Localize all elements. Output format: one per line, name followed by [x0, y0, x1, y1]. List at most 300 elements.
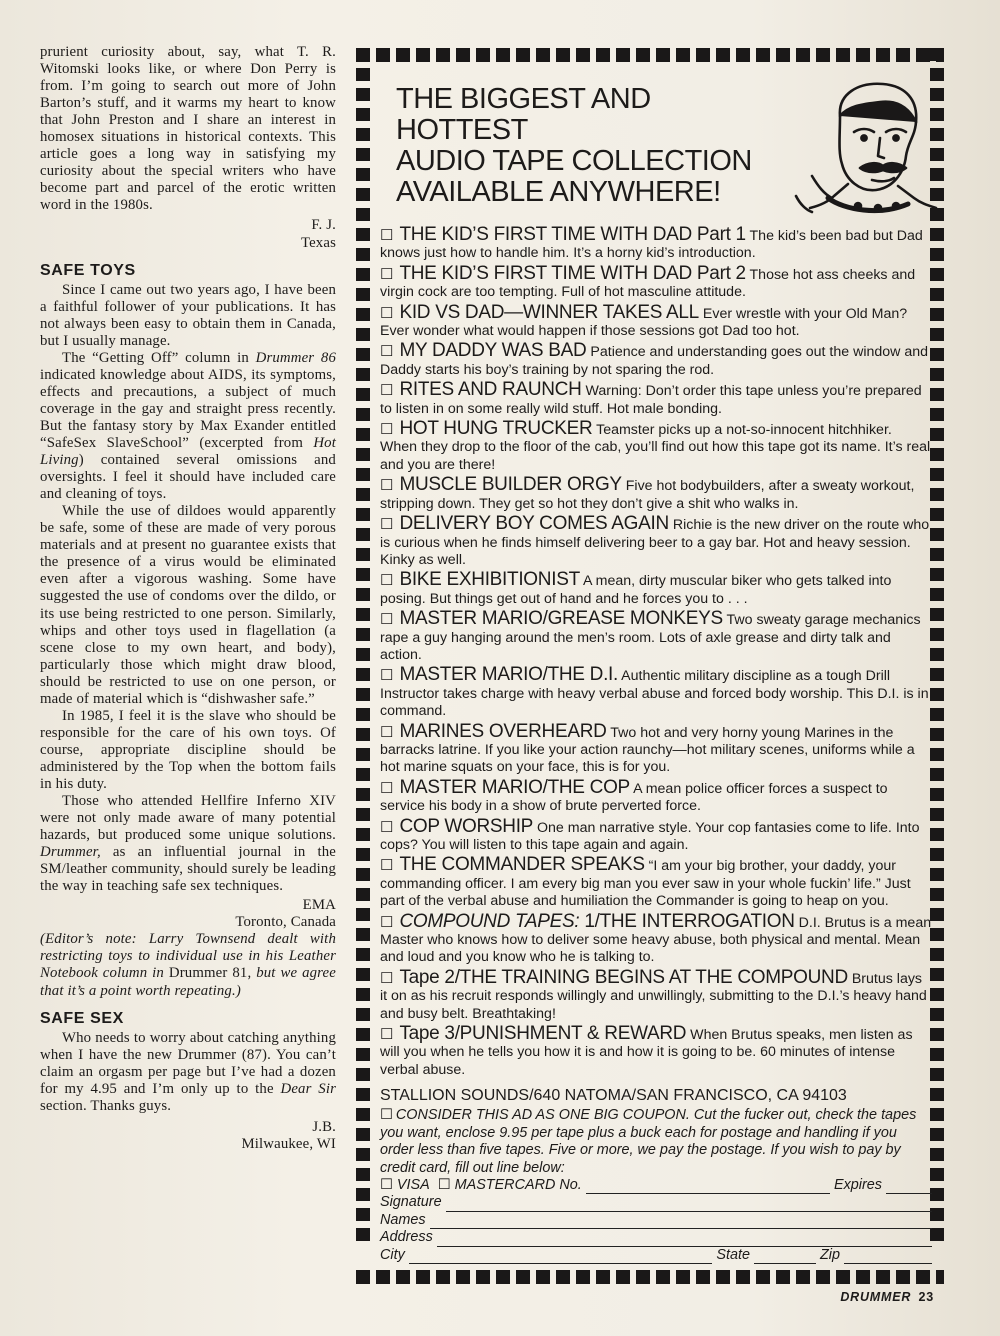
border-dash — [356, 208, 370, 221]
border-dash — [356, 908, 370, 921]
border-dash — [836, 48, 850, 62]
border-dash — [356, 548, 370, 561]
border-dash — [596, 48, 610, 62]
border-dash — [376, 48, 390, 62]
border-dash — [896, 1270, 910, 1284]
safe-toys-paragraph-2: The “Getting Off” column in Drummer 86 indicated knowledge about AIDS, its symptoms, effects and precautions, a subject of much coverage in the gay and straight press recently. But the fantasy story by Max Exander entitled “SafeSex SlaveSchool” (excerpted from Hot Living) contained several omissions and oversights. I feel it should have included care and cleaning of toys. — [40, 349, 336, 503]
border-dash — [696, 1270, 710, 1284]
tape-item — [380, 856, 932, 910]
border-dash — [356, 268, 370, 281]
border-dash — [356, 128, 370, 141]
border-dash — [356, 348, 370, 361]
mastercard-label: MASTERCARD No. — [454, 1176, 582, 1193]
tape-description: Patience and understanding goes out the window and Daddy starts his boy’s training by not sparing the rod. — [380, 344, 929, 378]
visa-checkbox[interactable]: ☐ — [380, 1176, 393, 1193]
border-dash — [930, 388, 944, 401]
border-dash — [356, 88, 370, 101]
border-dash — [916, 1270, 930, 1284]
safe-toys-paragraph-1: Since I came out two years ago, I have been a faithful follower of your publications. It has not always been easy to obtain them in Canada, but I usually manage. — [40, 281, 336, 349]
border-dash — [930, 1168, 944, 1181]
border-dash — [930, 308, 944, 321]
heading-safe-sex: SAFE SEX — [40, 1009, 124, 1027]
border-dash — [356, 448, 370, 461]
tape-description: Authentic military discipline as a tough Drill Instructor takes charge with heavy verbal abuse and forced body worship. This D.I. is in command. — [380, 668, 929, 720]
border-dash — [356, 948, 370, 961]
border-dash — [496, 48, 510, 62]
tape-description: Five hot bodybuilders, after a sweaty workout, stripping down. They get so hot they don’t give a shit who walks in. — [380, 478, 915, 512]
letter-ema-location: Toronto, Canada — [235, 914, 336, 931]
border-dash — [776, 1270, 790, 1284]
border-dash — [930, 348, 944, 361]
border-dash — [356, 1108, 370, 1121]
tape-checkbox[interactable]: ☐ — [380, 969, 394, 987]
visa-label: VISA — [396, 1176, 430, 1193]
border-dash — [816, 1270, 830, 1284]
letter-fj-body: prurient curiosity about, say, what T. R. Witomski looks like, or where Don Perry is from. I’m going to search out more of John Barton’s stuff, and it warms my heart to know that John Preston and I share an interest in homosex situations in historical contexts. This article goes a long way in satisfying my curiosity about the special writers who have become part and parcel of the erotic written word in the 1980s. — [40, 44, 336, 214]
tape-item — [380, 420, 932, 474]
border-dash — [356, 928, 370, 941]
tape-item — [380, 571, 932, 608]
tape-description: Two hot and very horny young Marines in the barracks latrine. If you like your action raunchy—hot military scenes, uniforms while a hot marine squats on your face, this is for you. — [380, 724, 915, 776]
tape-description: Brutus lays it on as his recruit responds willingly and unwillingly, submitting to the D.I.’s heavy hand and busy belt. Breathtaking! — [380, 970, 927, 1022]
tape-checkbox[interactable]: ☐ — [380, 265, 394, 283]
border-dash — [930, 468, 944, 481]
border-dash — [930, 1108, 944, 1121]
tape-description: When Brutus speaks, men listen as will you when he tells you how it is and how it is going to be. 60 minutes of intense verbal abuse. — [380, 1027, 913, 1078]
mailing-address: STALLION SOUNDS/640 NATOMA/SAN FRANCISCO, CA 94103 — [380, 1087, 847, 1105]
border-dash — [356, 168, 370, 181]
tape-checkbox[interactable]: ☐ — [380, 818, 394, 836]
border-dash — [356, 308, 370, 321]
border-dash — [536, 1270, 550, 1284]
border-dash — [356, 708, 370, 721]
border-dash — [376, 1270, 390, 1284]
border-dash — [356, 1128, 370, 1141]
ad-border-right — [930, 48, 944, 1284]
ad-content — [380, 72, 932, 1264]
border-dash — [930, 728, 944, 741]
border-dash — [930, 708, 944, 721]
tape-title: THE COMMANDER SPEAKS — [399, 854, 645, 876]
border-dash — [536, 48, 550, 62]
tape-title: MY DADDY WAS BAD — [399, 340, 587, 362]
border-dash — [616, 48, 630, 62]
card-number-field[interactable] — [586, 1183, 830, 1194]
border-dash — [356, 808, 370, 821]
border-dash — [816, 48, 830, 62]
border-dash — [356, 428, 370, 441]
coupon-checkbox[interactable]: ☐ — [380, 1107, 393, 1124]
border-dash — [930, 748, 944, 761]
tape-title: RITES AND RAUNCH — [399, 379, 582, 401]
border-dash — [930, 1068, 944, 1081]
border-dash — [656, 1270, 670, 1284]
border-dash — [930, 788, 944, 801]
border-dash — [356, 1088, 370, 1101]
tape-title: MASTER MARIO/THE COP — [399, 776, 630, 798]
border-dash — [656, 48, 670, 62]
tape-title: THE KID’S FIRST TIME WITH DAD Part 2 — [399, 262, 746, 284]
tape-item — [380, 226, 932, 263]
letter-fj-location: Texas — [300, 234, 336, 251]
address-label: Address — [380, 1229, 433, 1246]
tape-item — [380, 476, 932, 513]
border-dash — [930, 1188, 944, 1201]
border-dash — [930, 868, 944, 881]
border-dash — [356, 188, 370, 201]
tape-title: MUSCLE BUILDER ORGY — [399, 474, 622, 496]
border-dash — [856, 1270, 870, 1284]
tape-checkbox[interactable]: ☐ — [380, 1026, 394, 1044]
tape-item — [380, 666, 932, 720]
border-dash — [356, 988, 370, 1001]
border-dash — [596, 1270, 610, 1284]
tape-title: COP WORSHIP — [399, 815, 534, 837]
safe-sex-paragraph: Who needs to worry about catching anything when I have the new Drummer (87). You can’t claim an orgasm per page but I’ve had a dozen for my 4.95 and I’m only up to the Dear Sir section. Thanks guys. — [40, 1029, 337, 1114]
border-dash — [356, 868, 370, 881]
border-dash — [636, 1270, 650, 1284]
tape-checkbox[interactable]: ☐ — [380, 477, 394, 495]
border-dash — [756, 1270, 770, 1284]
border-dash — [716, 1270, 730, 1284]
border-dash — [896, 48, 910, 62]
border-dash — [676, 1270, 690, 1284]
tape-checkbox[interactable]: ☐ — [380, 723, 394, 741]
border-dash — [356, 1068, 370, 1081]
names-field[interactable] — [430, 1218, 932, 1229]
tape-item — [380, 381, 932, 418]
tape-description: Warning: Don’t order this tape unless you’re prepared to listen in on some really wild stuff. Hot male bonding. — [380, 383, 922, 417]
border-dash — [356, 1148, 370, 1161]
tape-item — [380, 301, 932, 341]
border-dash — [356, 488, 370, 501]
tape-checkbox[interactable]: ☐ — [380, 857, 394, 875]
border-dash — [876, 48, 890, 62]
border-dash — [356, 568, 370, 581]
letter-jb-signature: J.B. — [312, 1118, 336, 1135]
tape-description: One man narrative style. Your cop fantasies come to life. Into cops? You will listen to this tape again and again. — [380, 819, 920, 853]
headline-line-2: AUDIO TAPE COLLECTION — [396, 145, 752, 177]
border-dash — [356, 648, 370, 661]
tape-title: MARINES OVERHEARD — [399, 720, 607, 742]
border-dash — [396, 48, 410, 62]
tape-checkbox[interactable]: ☐ — [380, 227, 394, 244]
border-dash — [356, 828, 370, 841]
border-dash — [456, 1270, 470, 1284]
border-dash — [356, 1008, 370, 1021]
border-dash — [930, 608, 944, 621]
border-dash — [930, 1088, 944, 1101]
border-dash — [736, 1270, 750, 1284]
border-dash — [356, 1168, 370, 1181]
border-dash — [930, 928, 944, 941]
border-dash — [356, 68, 370, 81]
border-dash — [356, 108, 370, 121]
border-dash — [916, 48, 930, 62]
border-dash — [456, 48, 470, 62]
state-label: State — [716, 1246, 750, 1263]
border-dash — [930, 268, 944, 281]
border-dash — [356, 688, 370, 701]
letters-column — [40, 44, 336, 1153]
ad-headline — [396, 84, 776, 208]
tape-item — [380, 815, 932, 855]
border-dash — [356, 628, 370, 641]
border-dash — [930, 528, 944, 541]
headline-line-3: AVAILABLE ANYWHERE! — [396, 176, 721, 208]
tape-item — [380, 342, 932, 379]
border-dash — [356, 668, 370, 681]
tape-item — [380, 262, 932, 302]
border-dash — [436, 48, 450, 62]
border-dash — [356, 788, 370, 801]
tape-title: KID VS DAD—WINNER TAKES ALL — [399, 301, 699, 323]
border-dash — [836, 1270, 850, 1284]
border-dash — [416, 1270, 430, 1284]
border-dash — [930, 1148, 944, 1161]
tape-title: DELIVERY BOY COMES AGAIN — [399, 513, 669, 535]
border-dash — [930, 448, 944, 461]
city-field[interactable] — [409, 1253, 713, 1264]
card-line — [380, 1177, 932, 1194]
border-dash — [930, 668, 944, 681]
tape-checkbox[interactable]: ☐ — [380, 611, 394, 629]
tape-description: “I am your big brother, your daddy, your commanding officer. I am every big man you ever saw in your whole fuckin’ life.” Just part of the verbal abuse and humiliation the Commander is going to heap on you. — [380, 858, 911, 910]
tape-list — [380, 226, 932, 1079]
border-dash — [930, 428, 944, 441]
border-dash — [356, 728, 370, 741]
tape-checkbox[interactable]: ☐ — [380, 304, 394, 322]
border-dash — [696, 48, 710, 62]
tape-checkbox[interactable]: ☐ — [380, 516, 394, 534]
border-dash — [930, 288, 944, 301]
border-dash — [516, 1270, 530, 1284]
border-dash — [930, 828, 944, 841]
border-dash — [356, 1228, 370, 1241]
address-line — [380, 1229, 932, 1246]
border-dash — [930, 328, 944, 341]
border-dash — [930, 228, 944, 241]
border-dash — [356, 468, 370, 481]
tape-item — [380, 610, 932, 664]
border-dash — [930, 908, 944, 921]
city-label: City — [380, 1246, 405, 1263]
border-dash — [930, 768, 944, 781]
border-dash — [930, 408, 944, 421]
border-dash — [930, 568, 944, 581]
audio-tape-advertisement — [356, 48, 944, 1284]
border-dash — [796, 1270, 810, 1284]
editors-note: (Editor’s note: Larry Townsend dealt with restricting toys to individual use in his Leather Notebook column in Drummer 81, but we agree that it’s a point worth repeating.) — [40, 931, 336, 999]
border-dash — [930, 1008, 944, 1021]
tape-checkbox[interactable]: ☐ — [380, 913, 394, 931]
tape-item — [380, 776, 932, 816]
tape-checkbox[interactable]: ☐ — [380, 667, 394, 685]
border-dash — [356, 508, 370, 521]
border-dash — [930, 888, 944, 901]
border-dash — [396, 1270, 410, 1284]
border-dash — [576, 1270, 590, 1284]
tape-title-prefix: COMPOUND TAPES: — [399, 910, 580, 932]
address-field[interactable] — [437, 1236, 932, 1247]
border-dash — [356, 768, 370, 781]
border-dash — [516, 48, 530, 62]
border-dash — [930, 848, 944, 861]
border-dash — [776, 48, 790, 62]
mastercard-checkbox[interactable]: ☐ — [437, 1176, 451, 1193]
border-dash — [930, 968, 944, 981]
border-dash — [930, 248, 944, 261]
tape-checkbox[interactable]: ☐ — [380, 343, 394, 361]
tape-title: BIKE EXHIBITIONIST — [399, 569, 580, 591]
border-dash — [930, 628, 944, 641]
border-dash — [616, 1270, 630, 1284]
mustached-man-portrait-icon — [788, 76, 938, 216]
letter-ema-signature: EMA — [302, 897, 336, 914]
ad-border-bottom — [356, 1270, 944, 1284]
border-dash — [356, 968, 370, 981]
letter-jb-location: Milwaukee, WI — [241, 1135, 336, 1152]
border-dash — [556, 1270, 570, 1284]
tape-item — [380, 1025, 932, 1079]
safe-toys-paragraph-5: Those who attended Hellfire Inferno XIV were not only made aware of many potential hazards, but produced some unique solutions. Drummer, as an influential journal in the SM/leather community, should surely be leading the way in teaching safe sex techniques. — [40, 793, 336, 895]
border-dash — [930, 688, 944, 701]
border-dash — [356, 328, 370, 341]
border-dash — [930, 948, 944, 961]
border-dash — [356, 368, 370, 381]
tape-item — [380, 515, 932, 569]
border-dash — [356, 248, 370, 261]
border-dash — [930, 548, 944, 561]
border-dash — [356, 608, 370, 621]
tape-checkbox[interactable]: ☐ — [380, 421, 394, 439]
border-dash — [876, 1270, 890, 1284]
border-dash — [356, 1028, 370, 1041]
border-dash — [930, 508, 944, 521]
border-dash — [356, 288, 370, 301]
names-line — [380, 1212, 932, 1229]
letter-fj-signature: F. J. — [311, 217, 336, 234]
border-dash — [716, 48, 730, 62]
border-dash — [356, 388, 370, 401]
signature-line — [380, 1194, 932, 1211]
safe-toys-paragraph-4: In 1985, I feel it is the slave who should be responsible for the care of his own toys. Of course, appropriate discipline should be administered by the Top when the bottom fails in his duty. — [40, 707, 336, 792]
border-dash — [356, 748, 370, 761]
border-dash — [476, 48, 490, 62]
border-dash — [930, 1208, 944, 1221]
tape-description: A mean police officer forces a suspect to service his body in a show of brute perverted force. — [380, 780, 888, 815]
border-dash — [930, 1028, 944, 1041]
border-dash — [356, 148, 370, 161]
tape-checkbox[interactable]: ☐ — [380, 779, 394, 797]
signature-field[interactable] — [446, 1201, 932, 1212]
tape-item — [380, 720, 932, 777]
border-dash — [856, 48, 870, 62]
tape-title: HOT HUNG TRUCKER — [399, 418, 593, 440]
border-dash — [930, 648, 944, 661]
ad-border-top — [356, 48, 944, 62]
state-field[interactable] — [754, 1253, 816, 1264]
border-dash — [930, 48, 944, 61]
border-dash — [356, 588, 370, 601]
signature-label: Signature — [380, 1194, 442, 1211]
coupon-instructions: ☐ CONSIDER THIS AD AS ONE BIG COUPON. Cut the fucker out, check the tapes you want, enclose 9.95 per tape plus a buck each for postage and handling if you order less than five tapes. Five or more, we pay the postage. If you wish to pay by credit card, fill out line below: — [380, 1107, 917, 1176]
page-number: 23 — [918, 1290, 934, 1304]
tape-description: The kid’s been bad but Dad knows just how to handle him. It’s a horny kid’s introduction. — [380, 228, 923, 262]
border-dash — [736, 48, 750, 62]
ad-border-left — [356, 48, 370, 1284]
tape-title: THE KID’S FIRST TIME WITH DAD Part 1 — [399, 224, 746, 245]
border-dash — [576, 48, 590, 62]
magazine-name: DRUMMER — [840, 1290, 912, 1304]
border-dash — [636, 48, 650, 62]
expires-field[interactable] — [886, 1183, 932, 1194]
border-dash — [930, 368, 944, 381]
border-dash — [356, 1048, 370, 1061]
border-dash — [356, 1188, 370, 1201]
border-dash — [436, 1270, 450, 1284]
tape-description: Ever wrestle with your Old Man? Ever wonder what would happen if those sessions got Dad too hot. — [380, 305, 908, 340]
expires-label: Expires — [834, 1176, 882, 1193]
zip-label: Zip — [820, 1246, 840, 1263]
border-dash — [356, 1208, 370, 1221]
border-dash — [496, 1270, 510, 1284]
border-dash — [416, 48, 430, 62]
tape-item — [380, 910, 932, 967]
border-dash — [356, 48, 370, 61]
tape-checkbox[interactable]: ☐ — [380, 382, 394, 400]
border-dash — [930, 488, 944, 501]
zip-field[interactable] — [844, 1253, 932, 1264]
border-dash — [356, 228, 370, 241]
tape-title: MASTER MARIO/THE D.I. — [399, 664, 618, 686]
border-dash — [356, 888, 370, 901]
border-dash — [556, 48, 570, 62]
tape-description: Richie is the new driver on the route who is curious when he finds himself delivering beer to a gay bar. Hot and heavy session. Kinky as well. — [380, 517, 930, 568]
border-dash — [356, 408, 370, 421]
border-dash — [930, 588, 944, 601]
page-footer — [840, 1290, 934, 1304]
border-dash — [930, 1048, 944, 1061]
border-dash — [476, 1270, 490, 1284]
heading-safe-toys: SAFE TOYS — [40, 261, 136, 279]
border-dash — [930, 1228, 944, 1241]
border-dash — [930, 1128, 944, 1141]
tape-title: Tape 3/PUNISHMENT & REWARD — [399, 1023, 687, 1045]
tape-description: Those hot ass cheeks and virgin cock are too tempting. Full of hot masculine attitude. — [380, 266, 916, 301]
tape-checkbox[interactable]: ☐ — [380, 572, 394, 590]
tape-title: 1/THE INTERROGATION — [579, 910, 795, 932]
tape-description: A mean, dirty muscular biker who gets talked into posing. But things get out of hand and he forces you to . . . — [380, 573, 892, 607]
border-dash — [796, 48, 810, 62]
tape-description: Teamster picks up a not-so-innocent hitchhiker. When they drop to the floor of the cab, you’ll find out how this tape got its name. It’s real and you are there! — [380, 422, 931, 473]
names-label: Names — [380, 1211, 426, 1228]
border-dash — [930, 988, 944, 1001]
border-dash — [676, 48, 690, 62]
border-dash — [930, 808, 944, 821]
tape-title: Tape 2/THE TRAINING BEGINS AT THE COMPOUND — [399, 966, 848, 988]
border-dash — [356, 528, 370, 541]
headline-line-1: THE BIGGEST AND HOTTEST — [396, 83, 651, 146]
tape-description: Two sweaty garage mechanics rape a guy hanging around the men’s room. Lots of axle grease and dirty talk and action. — [380, 612, 921, 663]
border-dash — [756, 48, 770, 62]
city-state-zip-line — [380, 1247, 932, 1264]
border-dash — [356, 848, 370, 861]
safe-toys-paragraph-3: While the use of dildoes would apparently be safe, some of these are made of very porous materials and at present no guarantee exists that the presence of a virus would be eliminated even after a vigorous washing. Some have suggested the use of condoms over the dildo, or its use being restricted to one person. Similarly, whips and other toys used in flagellation (a scene close to my own heart, and body), particularly those which might draw blood, should be restricted to use on one person, or made of material which is “dishwasher safe.” — [40, 503, 336, 707]
tape-description: D.I. Brutus is a mean Master who knows how to deliver some heavy abuse, both physical and mental. Mean and loud and you know who he is talking to. — [380, 914, 932, 966]
tape-item — [380, 966, 932, 1023]
tape-title: MASTER MARIO/GREASE MONKEYS — [399, 608, 723, 630]
